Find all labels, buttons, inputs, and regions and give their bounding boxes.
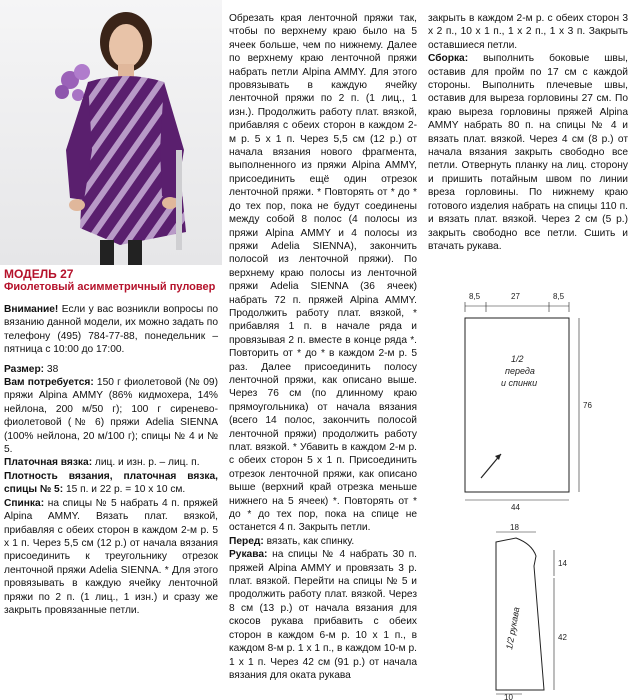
back-paragraph <box>4 497 218 618</box>
front-label: Перед: <box>229 535 264 547</box>
back-text: на спицы № 5 набрать 4 п. пряжей Alpina AMMY. Вязать плат. вязкой, прибавляя с обеих сторон в каждом 2-м р. 5 х 1 п. Через 5,5 см (12 р.) от начала вязания присоединить к треугольнику отрезок ленточной пряжи Adelia SIENNA. * Для этого провязывать в каждую ячейку ленточной пряжи по 2 п. (1 лиц., 1 изн.) и сразу же закрыть провязанные петли. <box>4 497 218 616</box>
stitch-paragraph <box>4 456 218 469</box>
front-paragraph <box>229 535 417 548</box>
attention-label: Внимание! <box>4 304 59 315</box>
gauge-text: 15 п. и 22 р. = 10 х 10 см. <box>63 484 186 496</box>
gauge-label: Плотность вязания, платочная вязка, спицы № 5: <box>4 470 218 496</box>
model-title: Фиолетовый асимметричный пуловер <box>4 281 216 293</box>
front-back-diagram <box>455 288 605 513</box>
diagram1-label1: переда <box>505 366 535 376</box>
back-label: Спинка: <box>4 497 45 509</box>
dim-top-left: 8,5 <box>469 292 481 301</box>
front-back-outline <box>465 318 569 492</box>
column-1 <box>4 268 218 617</box>
model-photo <box>0 0 222 265</box>
gauge-paragraph <box>4 470 218 497</box>
column-2 <box>229 12 417 682</box>
arrow-head-icon <box>495 454 501 460</box>
model-number: МОДЕЛЬ 27 <box>4 267 74 281</box>
col3-paragraph: закрыть в каждом 2-м р. с обеих сторон 3 х 2 п., 10 х 1 п., 1 х 2 п., 1 х 3 п. Закрыть оставшиеся петли. <box>428 13 628 51</box>
attention-paragraph <box>4 303 218 357</box>
sleeve-text: на спицы № 4 набрать 30 п. пряжей Alpina AMMY и провязать 3 р. плат. вязкой. Перейти на спицы № 5 и продолжить работу плат. вязкой. Через 8 см (13 р.) от начала вязания для скосов рукава прибавить с обеих сторон в каждом 6-м р. 10 х 1 п., в каждом 8-м р. 1 х 1 п., в каждом 10-м р. 1 х 1 п. Через 42 см (91 р.) от начала вязания для оката рукава <box>229 549 417 681</box>
sleeve-dim-top: 18 <box>510 523 519 532</box>
sleeve-diagram <box>482 522 602 700</box>
attention-text: Если у вас возникли вопросы по вязанию данной модели, их можно задать по телефону (495) 784-77-88, понедельник – пятница с 10:00 до 17:00. <box>4 304 218 356</box>
sleeve-dim-right-top: 14 <box>558 559 567 568</box>
dim-height: 76 <box>583 401 592 410</box>
size-paragraph <box>4 363 218 376</box>
stitch-text: лиц. и изн. р. – лиц. п. <box>92 457 200 469</box>
dim-top-right: 8,5 <box>553 292 565 301</box>
sleeve-paragraph <box>229 548 417 682</box>
materials-paragraph <box>4 376 218 456</box>
sleeve-dim-bottom: 10 <box>504 693 513 700</box>
sleeve-label: 1/2 рукава <box>504 606 522 651</box>
diagram1-frac: 1/2 <box>511 354 524 364</box>
front-text: вязать, как спинку. <box>263 535 355 547</box>
size-label: Размер: <box>4 363 45 375</box>
assembly-text: выполнить боковые швы, оставив для пройм по 17 см с каждой стороны. Выполнить плечевые швы, оставив для выреза горловины 27 см. По краю выреза горловины пряжей Alpina AMMY набрать 80 п. на спицы № 4 и вязать плат. вязкой. Через 4 см (8 р.) от начала вязания закрыть свободно все петли. Отвернуть планку на лиц. сторону и пришить потайным швом по линии вреза горловины. По нижнему краю готового изделия набрать на спицы 110 п. и вязать плат. вязкой. Через 2 см (5 р.) закрыть свободно все петли. Сшить и втачать рукава. <box>428 53 628 252</box>
sleeve-dim-right-mid: 42 <box>558 633 567 642</box>
sleeve-label: Рукава: <box>229 549 268 561</box>
column-3 <box>428 12 628 253</box>
diagram1-label2: и спинки <box>501 378 538 388</box>
assembly-paragraph <box>428 52 628 253</box>
dim-width: 44 <box>511 503 520 512</box>
dim-top-mid: 27 <box>511 292 520 301</box>
assembly-label: Сборка: <box>428 53 469 65</box>
col2-paragraph: Обрезать края ленточной пряжи так, чтобы по верхнему краю было на 5 ячеек больше, чем по нижнему. Далее по верхнему краю ленточной пряжи набрать петли Alpina AMMY. Для этого провязывать в каждую ячейку ленточной пряжи по 2 п. (1 лиц., 1 изн.). Продолжить работу плат. вязкой, прибавляя с обеих сторон в каждом 2-м р. 5 х 1 п. Через 5,5 см (12 р.) от начала вязания нового фрагмента, выполненного из пряжи Alpina AMMY, присоединить ещё один отрезок ленточной пряжи. * Повторять от * до * до тех пор, пока не будут соединены между собой 8 полос (4 полосы из пряжи Alpina AMMY и 4 полосы из пряжи Adelia SIENNA), закончить полосой из ленточной пряжи). По верхнему краю полосы из ленточной пряжи Adelia SIENNA (36 ячеек) набрать 72 п. пряжей Alpina AMMY. Продолжить работу плат. вязкой, * прибавляя 1 п. в начале ряда и провязывая 2 п. вместе в конце ряда *. Повторить от * до * в каждом 2-м р. 5 раз. Далее присоединить полосу ленточной пряжи, как описано выше. Через 76 см (по длинному краю прямоугольника) от начала вязания (всего 14 полос, закончить полосой ленточной пряжи) продолжить работу плат. вязкой. * Убавить в каждом 2-м р. с обеих сторон 5 х 1 п. Присоединить отрезок ленточной пряжи, как описано выше (верхний край отрезка меньше нижнего на 5 ячеек) *. Повторять от * до * до тех пор, пока на спице не останется 4 п. Закрыть петли. <box>229 13 417 534</box>
size-text: 38 <box>44 363 59 375</box>
materials-text: 150 г фиолетовой (№ 09) пряжи Alpina AMMY (86% кидмохера, 14% нейлона, 200 м/50 г); 100 г сиренево-фиолетовой (№ 6) пряжи Adelia SIENNA (100% нейлона, 20 м/100 г); спицы № 4 и № 5. <box>4 377 218 456</box>
materials-label: Вам потребуется: <box>4 377 94 389</box>
model-photo-image <box>0 0 222 265</box>
stitch-label: Платочная вязка: <box>4 457 93 469</box>
